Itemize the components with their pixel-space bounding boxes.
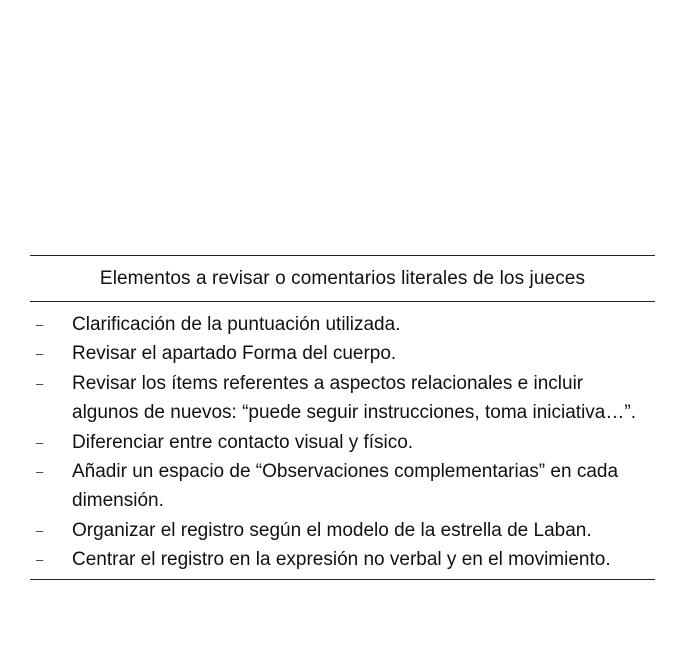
list-item (30, 545, 655, 574)
dash-bullet: – (36, 522, 44, 538)
list-item-text: Revisar los ítems referentes a aspectos relacionales e incluir algunos de nuevos: “puede seguir instrucciones, toma iniciativa…”. (72, 372, 636, 424)
list-item-text: Añadir un espacio de “Observaciones complementarias” en cada dimensión. (72, 461, 619, 512)
list-item (30, 339, 655, 368)
list-item-text: Revisar el apartado Forma del cuerpo. (72, 343, 397, 365)
comments-table (30, 255, 655, 580)
dash-bullet: – (36, 552, 44, 568)
bottom-rule (30, 579, 655, 580)
table-header (30, 256, 655, 301)
dash-bullet: – (36, 317, 44, 332)
dash-bullet: – (36, 464, 44, 480)
dash-bullet: – (36, 375, 44, 391)
list-item-text: Organizar el registro según el modelo de la estrella de Laban. (72, 519, 592, 541)
dash-bullet: – (36, 434, 44, 450)
list-item (30, 310, 655, 339)
list-item-text: Clarificación de la puntuación utilizada. (72, 314, 401, 335)
comments-list (30, 302, 655, 575)
table-header-text: Elementos a revisar o comentarios literales de los jueces (99, 268, 586, 289)
list-item (30, 369, 655, 428)
list-item (30, 457, 655, 516)
list-item (30, 428, 655, 457)
list-item (30, 516, 655, 545)
list-item-text: Centrar el registro en la expresión no verbal y en el movimiento. (72, 549, 611, 571)
list-item-text: Diferenciar entre contacto visual y físico. (72, 431, 414, 453)
dash-bullet: – (36, 346, 44, 362)
